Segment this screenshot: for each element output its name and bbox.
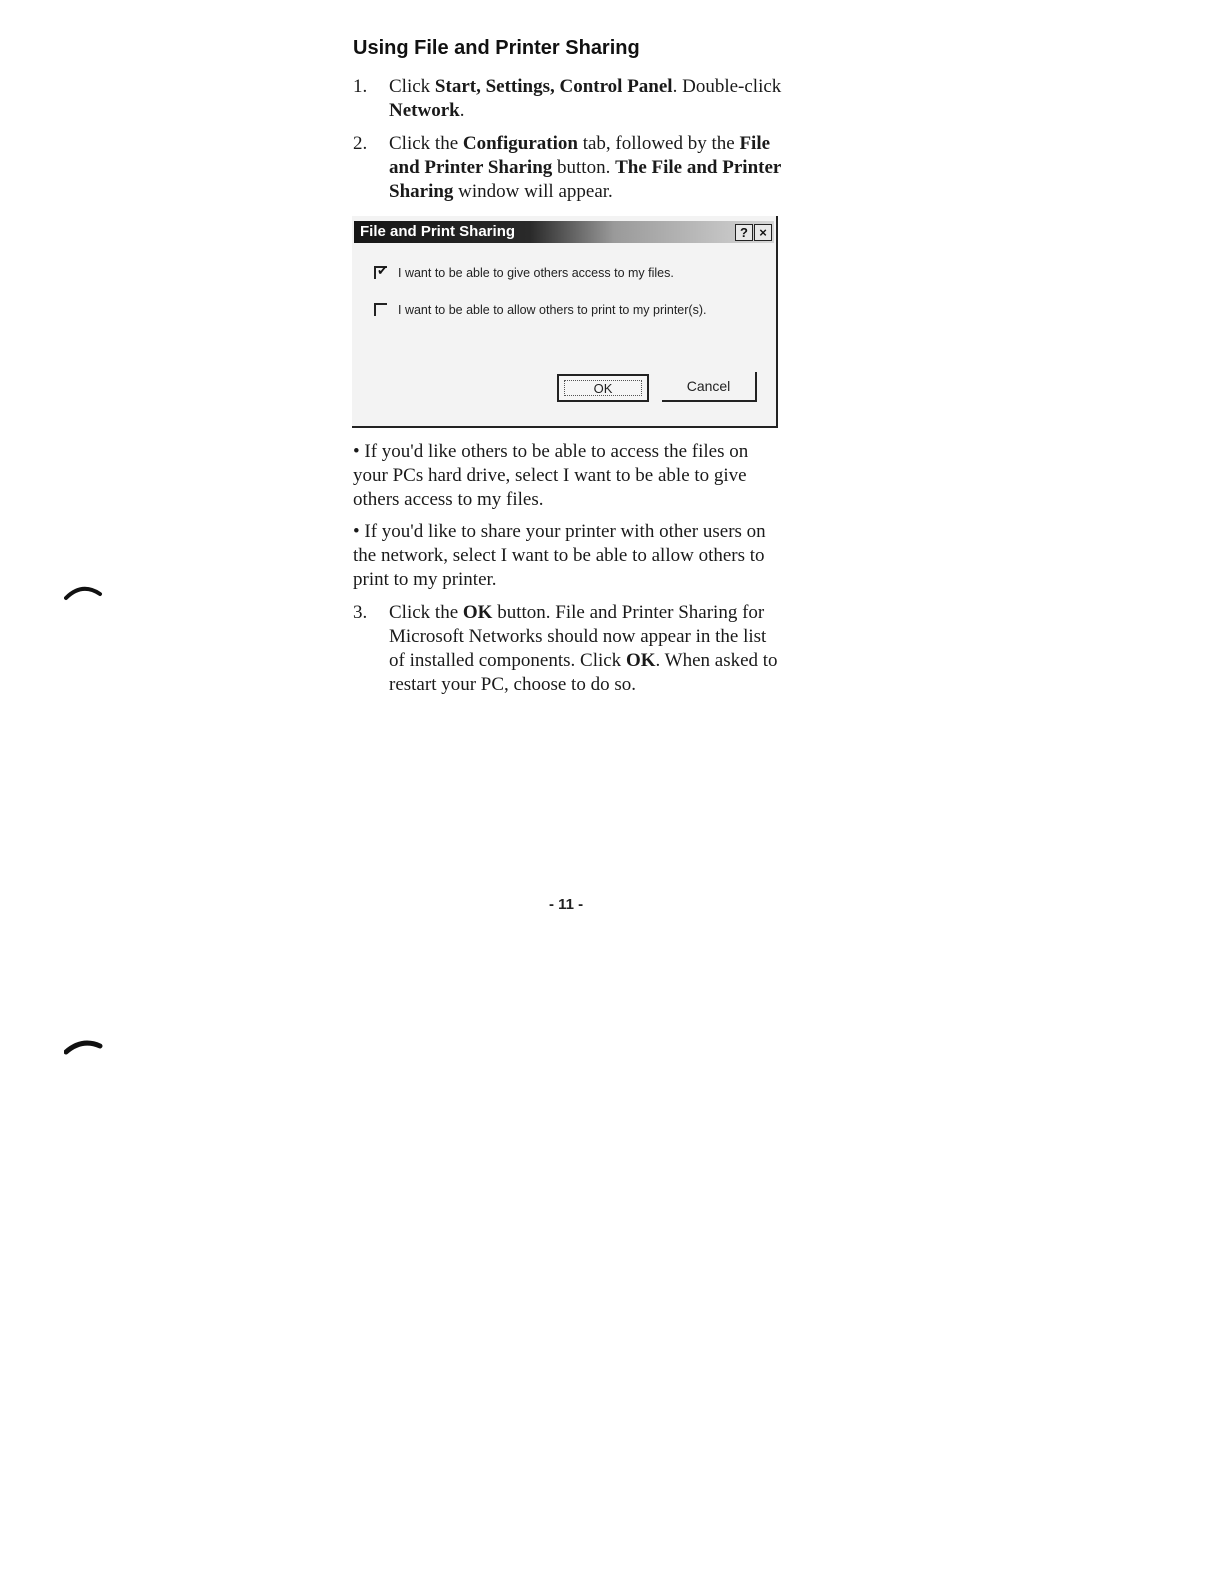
- dialog-title: File and Print Sharing: [360, 223, 516, 240]
- bullet-share-files: • If you'd like others to be able to access the files on your PCs hard drive, select I want to be able to give others access to my files.: [353, 441, 749, 510]
- binder-mark: [64, 580, 104, 602]
- step-number: 1.: [353, 76, 368, 97]
- binder-mark: [64, 1034, 104, 1056]
- checkmark-icon: ✔: [377, 263, 388, 278]
- step-number: 3.: [353, 602, 368, 623]
- ok-button[interactable]: [557, 374, 649, 402]
- page-number: - 11 -: [549, 896, 584, 913]
- page-title: Using File and Printer Sharing: [353, 37, 640, 59]
- close-icon[interactable]: ×: [754, 224, 772, 241]
- share-files-label[interactable]: I want to be able to give others access to my files.: [398, 266, 674, 280]
- ok-button-label: OK: [564, 380, 642, 396]
- step-text: Click the Configuration tab, followed by the File and Printer Sharing button. The File and Printer Sharing window will appear.: [389, 133, 781, 202]
- step-number: 2.: [353, 133, 368, 154]
- cancel-button[interactable]: Cancel: [662, 372, 757, 402]
- step-text: Click the OK button. File and Printer Sharing for Microsoft Networks should now appear in the list of installed components. Click OK. When asked to restart your PC, choose to do so.: [389, 602, 778, 695]
- file-and-print-sharing-dialog: [352, 216, 778, 428]
- share-printers-checkbox[interactable]: [374, 303, 387, 316]
- help-icon[interactable]: ?: [735, 224, 753, 241]
- share-files-checkbox[interactable]: [374, 263, 388, 279]
- bullet-share-printer: • If you'd like to share your printer with other users on the network, select I want to be able to allow others to print to my printer.: [353, 521, 766, 590]
- dialog-titlebar: [354, 221, 774, 243]
- share-printers-label[interactable]: I want to be able to allow others to print to my printer(s).: [398, 303, 707, 317]
- step-text: Click Start, Settings, Control Panel. Double-click Network.: [389, 76, 782, 121]
